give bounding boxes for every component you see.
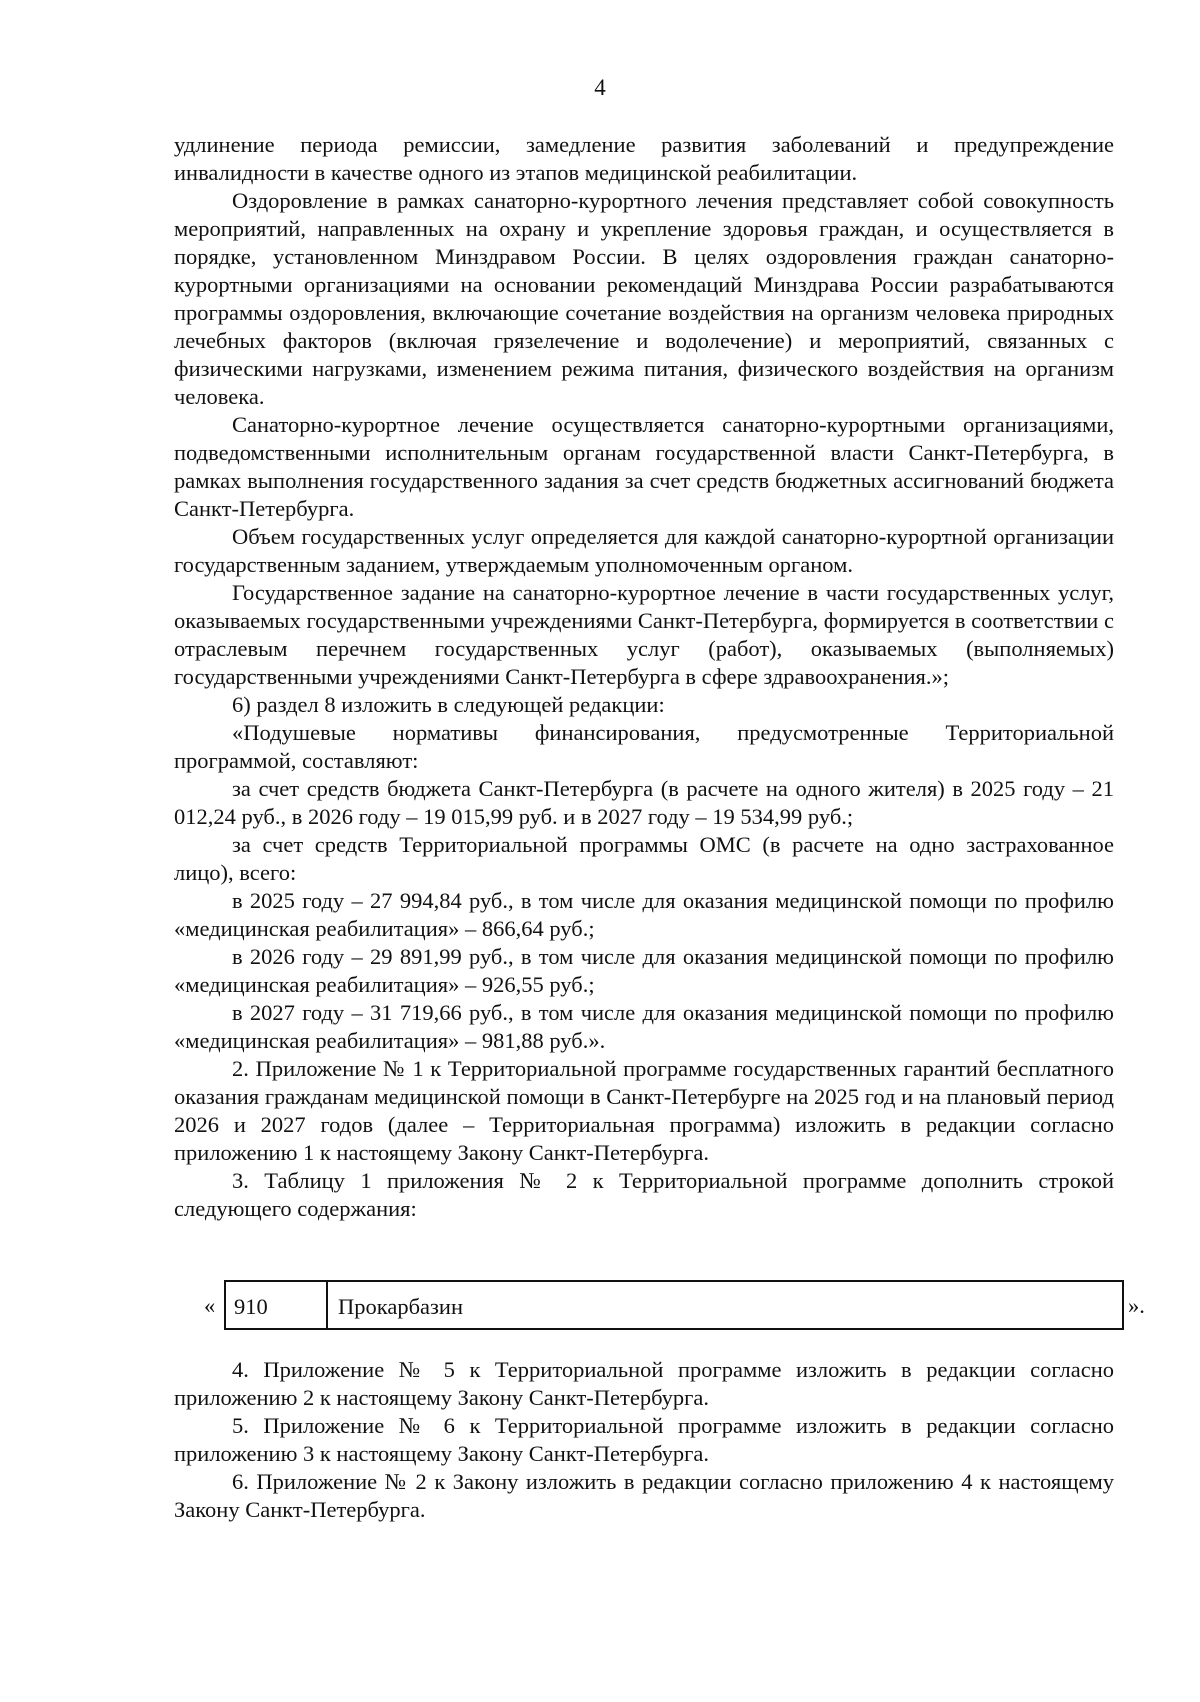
body-text-lower — [174, 1356, 1114, 1524]
paragraph: Оздоровление в рамках санаторно-курортного лечения представляет собой совокупность мероприятий, направленных на охрану и укрепление здоровья граждан, и осуществляется в порядке, установленном Минздравом России. В целях оздоровления граждан санаторно-курортными организациями на основании рекомендаций Минздрава России разрабатываются программы оздоровления, включающие сочетание воздействия на организм человека природных лечебных факторов (включая грязелечение и водолечение) и мероприятий, связанных с физическими нагрузками, изменением режима питания, физического воздействия на организм человека. — [174, 188, 1114, 409]
paragraph: за счет средств Территориальной программы ОМС (в расчете на одно застрахованное лицо), всего: — [174, 832, 1114, 885]
body-text-upper — [174, 131, 1114, 1223]
table-row — [224, 1280, 1124, 1330]
paragraph: 4. Приложение № 5 к Территориальной программе изложить в редакции согласно приложению 2 к настоящему Закону Санкт-Петербурга. — [174, 1357, 1114, 1410]
paragraph: 6. Приложение № 2 к Закону изложить в редакции согласно приложению 4 к настоящему Закону Санкт-Петербурга. — [174, 1469, 1114, 1522]
paragraph: 5. Приложение № 6 к Территориальной программе изложить в редакции согласно приложению 3 к настоящему Закону Санкт-Петербурга. — [174, 1413, 1114, 1466]
inserted-table-row — [190, 1280, 1160, 1330]
paragraph: в 2026 году – 29 891,99 руб., в том числе для оказания медицинской помощи по профилю «медицинская реабилитация» – 926,55 руб.; — [174, 944, 1114, 997]
table-cell-code: 910 — [226, 1282, 328, 1328]
paragraph: за счет средств бюджета Санкт-Петербурга (в расчете на одного жителя) в 2025 году – 21 012,24 руб., в 2026 году – 19 015,99 руб. и в 2027 году – 19 534,99 руб.; — [174, 776, 1114, 829]
paragraph: 2. Приложение № 1 к Территориальной программе государственных гарантий бесплатного оказания гражданам медицинской помощи в Санкт-Петербурге на 2025 год и на плановый период 2026 и 2027 годов (далее – Территориальная программа) изложить в редакции согласно приложению 1 к настоящему Закону Санкт-Петербурга. — [174, 1056, 1114, 1165]
closing-quote: ». — [1128, 1293, 1145, 1318]
paragraph: Государственное задание на санаторно-курортное лечение в части государственных услуг, оказываемых государственными учреждениями Санкт-Петербурга, формируется в соответствии с отраслевым перечнем государственных услуг (работ), оказываемых (выполняемых) государственными учреждениями Санкт-Петербурга в сфере здравоохранения.»; — [174, 580, 1114, 689]
paragraph: удлинение периода ремиссии, замедление развития заболеваний и предупреждение инвалидности в качестве одного из этапов медицинской реабилитации. — [174, 132, 1114, 185]
paragraph: Объем государственных услуг определяется для каждой санаторно-курортной организации государственным заданием, утверждаемым уполномоченным органом. — [174, 524, 1114, 577]
table-cell-name: Прокарбазин — [338, 1294, 463, 1319]
paragraph: «Подушевые нормативы финансирования, предусмотренные Территориальной программой, составляют: — [174, 720, 1114, 773]
paragraph: Санаторно-курортное лечение осуществляется санаторно-курортными организациями, подведомственными исполнительным органам государственной власти Санкт-Петербурга, в рамках выполнения государственного задания за счет средств бюджетных ассигнований бюджета Санкт-Петербурга. — [174, 412, 1114, 521]
paragraph: 6) раздел 8 изложить в следующей редакции: — [232, 692, 665, 717]
opening-quote: « — [204, 1293, 216, 1318]
paragraph: 3. Таблицу 1 приложения № 2 к Территориальной программе дополнить строкой следующего содержания: — [174, 1168, 1114, 1221]
paragraph: в 2025 году – 27 994,84 руб., в том числе для оказания медицинской помощи по профилю «медицинская реабилитация» – 866,64 руб.; — [174, 888, 1114, 941]
page-number: 4 — [594, 75, 606, 100]
paragraph: в 2027 году – 31 719,66 руб., в том числе для оказания медицинской помощи по профилю «медицинская реабилитация» – 981,88 руб.». — [174, 1000, 1114, 1053]
